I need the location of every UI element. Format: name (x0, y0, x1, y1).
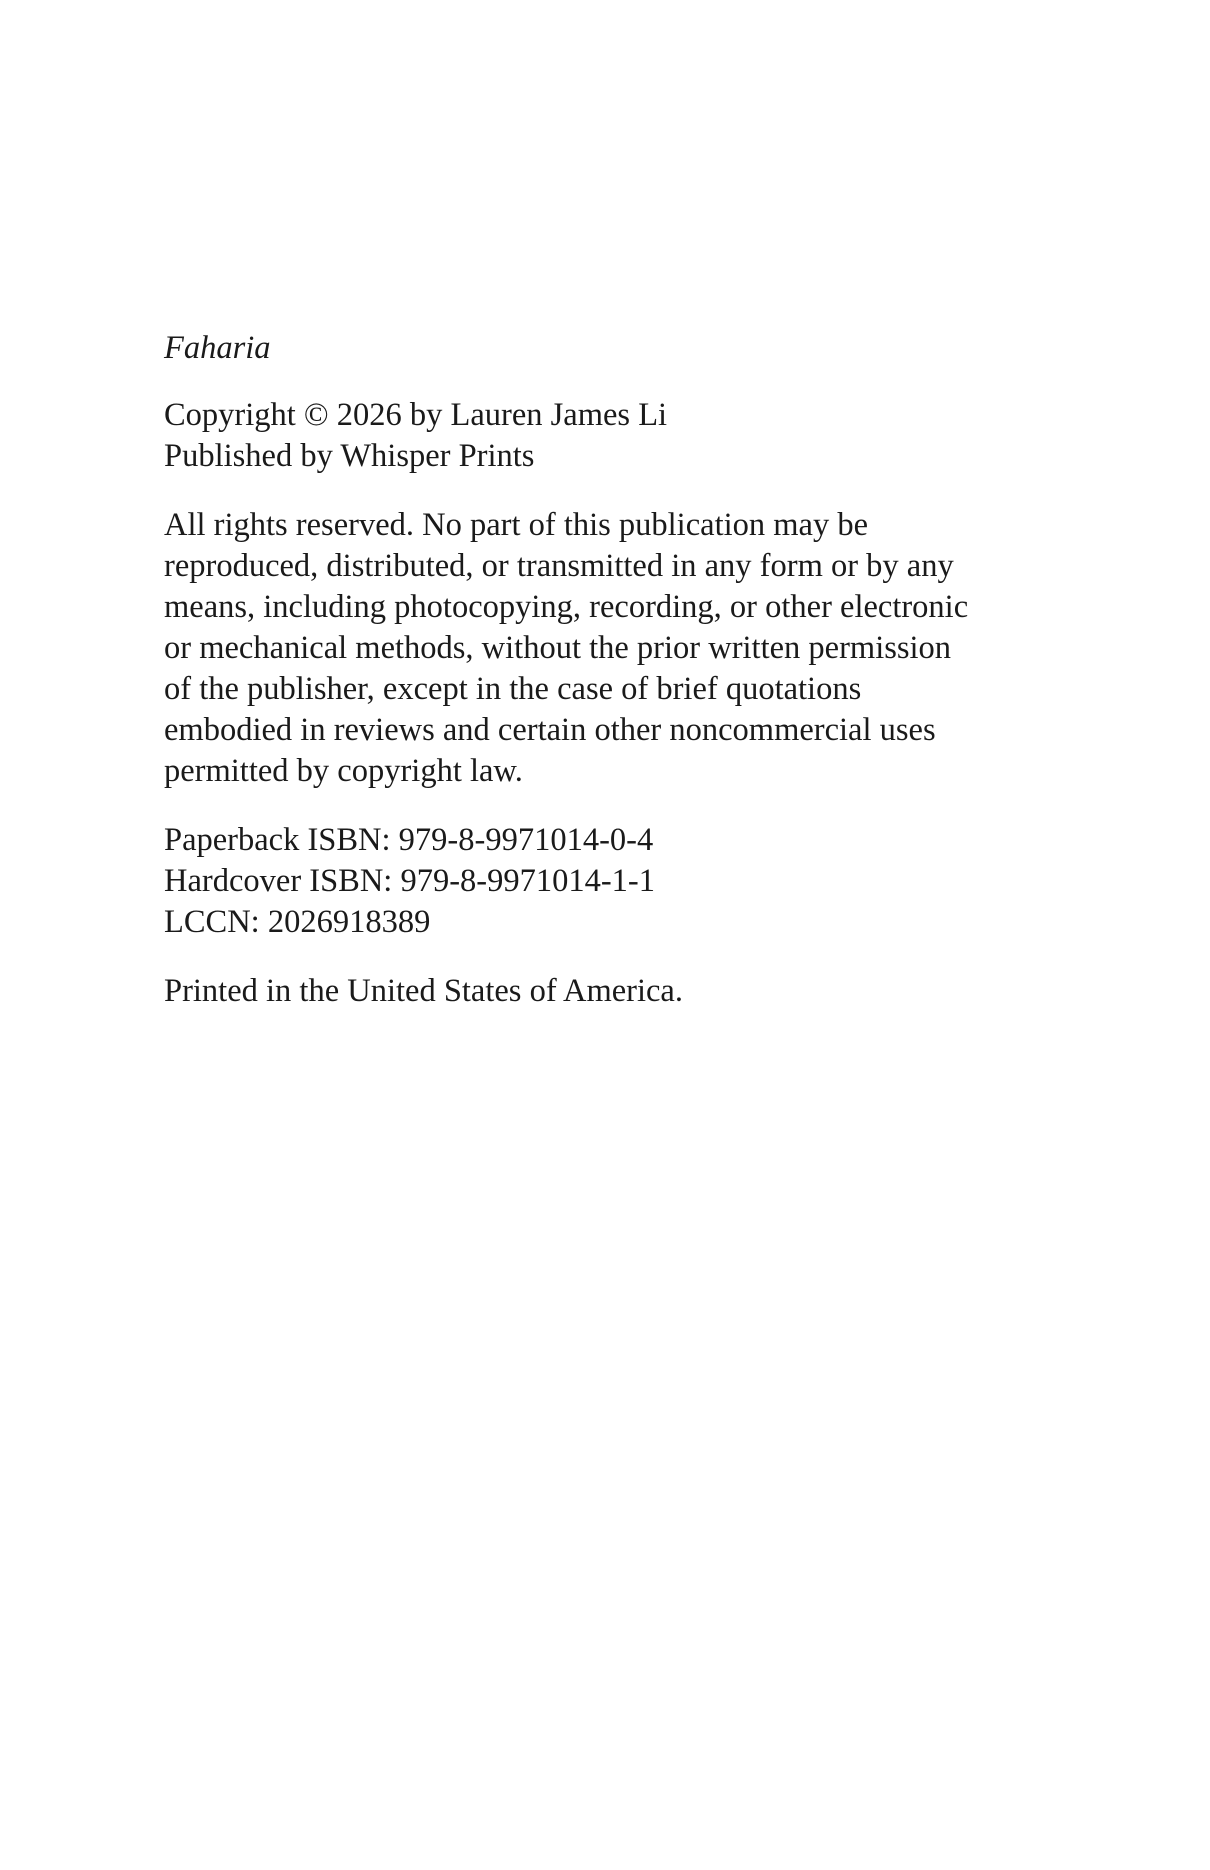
rights-line: of the publisher, except in the case of brief quotations (164, 671, 862, 707)
printed-in-line: Printed in the United States of America. (164, 973, 683, 1009)
publisher-line: Published by Whisper Prints (164, 438, 535, 474)
copyright-line: Copyright © 2026 by Lauren James Li (164, 397, 668, 433)
rights-line: reproduced, distributed, or transmitted in any form or by any (164, 548, 954, 584)
rights-line: embodied in reviews and certain other noncommercial uses (164, 712, 936, 748)
rights-statement (164, 505, 1064, 792)
rights-line: means, including photocopying, recording, or other electronic (164, 589, 969, 625)
hardcover-isbn: Hardcover ISBN: 979-8-9971014-1-1 (164, 863, 656, 899)
rights-line: All rights reserved. No part of this publication may be (164, 507, 869, 543)
rights-line: permitted by copyright law. (164, 753, 523, 789)
copyright-block (164, 328, 1064, 1040)
printed-in-group (164, 971, 1064, 1012)
paperback-isbn: Paperback ISBN: 979-8-9971014-0-4 (164, 822, 654, 858)
copyright-group (164, 395, 1064, 477)
lccn: LCCN: 2026918389 (164, 904, 431, 940)
identifiers-group (164, 820, 1064, 943)
book-title: Faharia (164, 330, 271, 366)
rights-line: or mechanical methods, without the prior written permission (164, 630, 952, 666)
